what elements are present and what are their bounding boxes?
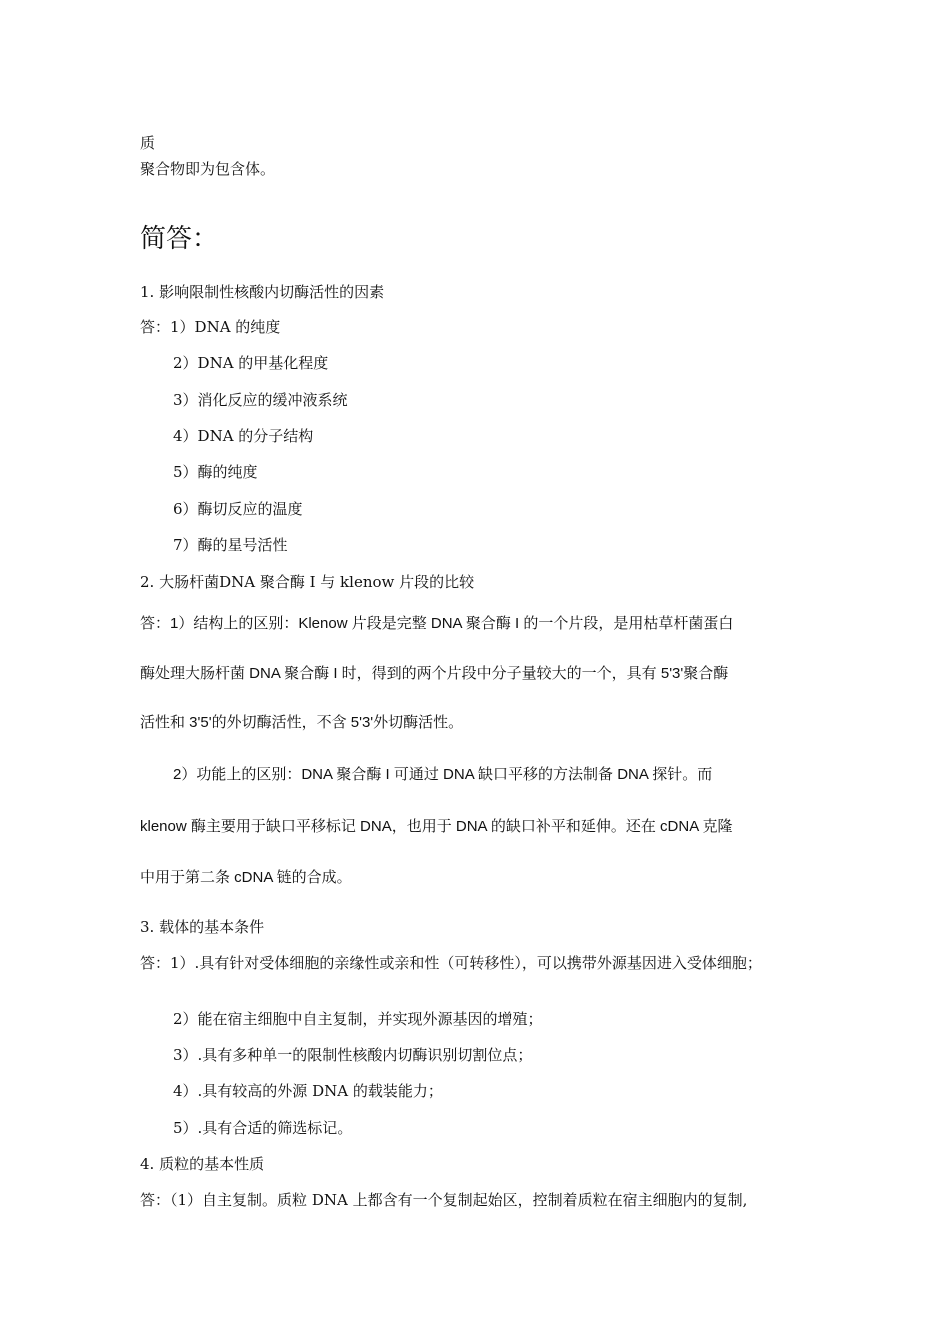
intro-line-1: 质: [140, 134, 156, 152]
q1-title: 1. 影响限制性核酸内切酶活性的因素: [140, 283, 385, 301]
q1-item: 2）DNA 的甲基化程度: [173, 354, 329, 372]
q2-paragraph-2-line-1: 2）功能上的区别：DNA 聚合酶 I 可通过 DNA 缺口平移的方法制备 DNA 探针。而: [173, 766, 713, 783]
q1-item: 6）酶切反应的温度: [173, 500, 303, 518]
section-heading: 简答：: [140, 224, 219, 254]
q3-title: 3. 载体的基本条件: [140, 918, 265, 936]
q3-item: 4）.具有较高的外源 DNA 的载装能力；: [173, 1082, 443, 1100]
q4-answer-first: 答：（1）自主复制。质粒 DNA 上都含有一个复制起始区，控制着质粒在宿主细胞内的复制,: [140, 1191, 748, 1209]
q2-paragraph-2-line-3: 中用于第二条 cDNA 链的合成。: [140, 869, 352, 886]
q3-item: 2）能在宿主细胞中自主复制，并实现外源基因的增殖；: [173, 1010, 543, 1028]
q2-paragraph-2-line-2: klenow 酶主要用于缺口平移标记 DNA，也用于 DNA 的缺口补平和延伸。还在 cDNA 克隆: [140, 818, 733, 835]
q1-item: 3）消化反应的缓冲液系统: [173, 391, 348, 409]
q2-title: 2. 大肠杆菌DNA 聚合酶 I 与 klenow 片段的比较: [140, 573, 475, 591]
q2-paragraph-1-line-2: 酶处理大肠杆菌 DNA 聚合酶 I 时，得到的两个片段中分子量较大的一个，具有 5'3'聚合酶: [140, 665, 729, 682]
q2-paragraph-1-line-3: 活性和 3'5'的外切酶活性，不含 5'3'外切酶活性。: [140, 714, 464, 731]
q2-paragraph-1-line-1: 答：1）结构上的区别：Klenow 片段是完整 DNA 聚合酶 I 的一个片段，是用枯草杆菌蛋白: [140, 615, 734, 632]
intro-line-2: 聚合物即为包含体。: [140, 160, 276, 178]
q1-item: 4）DNA 的分子结构: [173, 427, 314, 445]
q4-title: 4. 质粒的基本性质: [140, 1155, 265, 1173]
q1-answer-first: 答：1）DNA 的纯度: [140, 318, 281, 336]
q1-item: 7）酶的星号活性: [173, 536, 288, 554]
q3-answer-first: 答：1）.具有针对受体细胞的亲缘性或亲和性（可转移性），可以携带外源基因进入受体细胞；: [140, 954, 762, 972]
q1-item: 5）酶的纯度: [173, 463, 258, 481]
q3-item: 5）.具有合适的筛选标记。: [173, 1119, 353, 1137]
q3-item: 3）.具有多种单一的限制性核酸内切酶识别切割位点；: [173, 1046, 533, 1064]
